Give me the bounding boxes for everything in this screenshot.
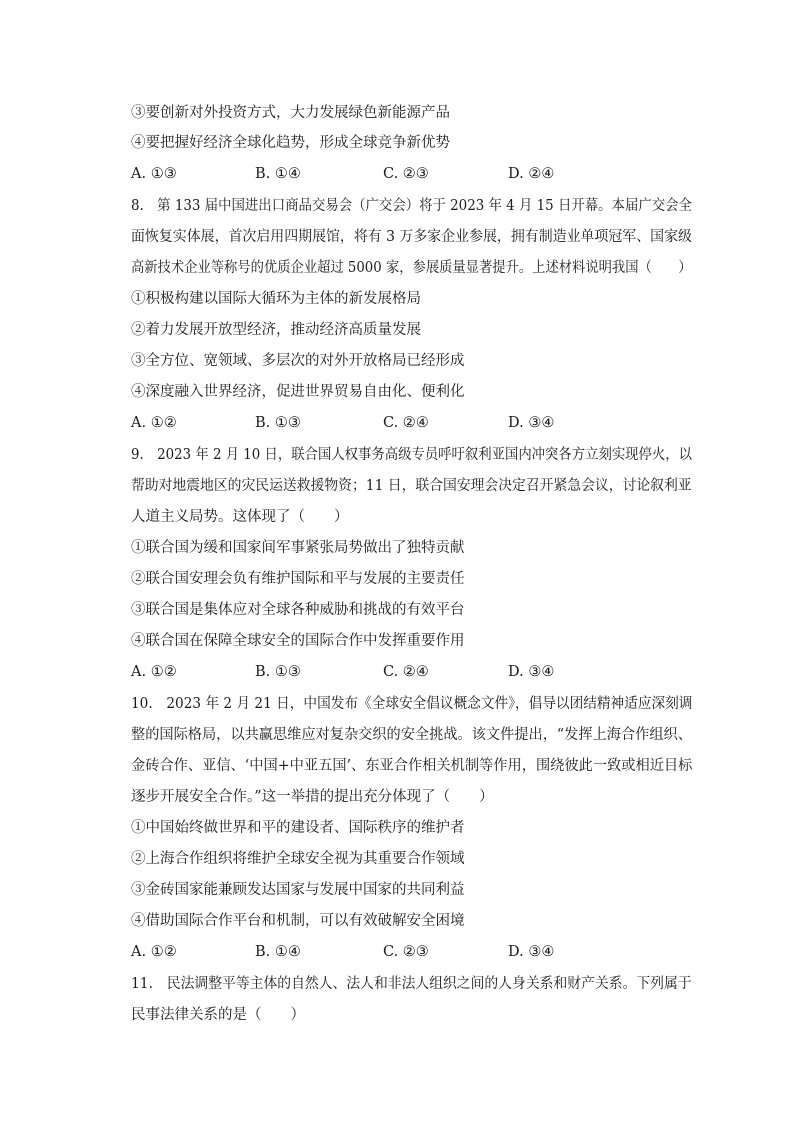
choice-item-4: ④要把握好经济全球化趋势，形成全球竞争新优势 bbox=[131, 135, 450, 151]
choice-item-2: ②着力发展开放型经济，推动经济高质量发展 bbox=[131, 322, 421, 338]
question-10-stem-line: 10. 2023 年 2 月 21 日，中国发布《全球安全倡议概念文件》，倡导以团结精神适应深刻调 bbox=[131, 696, 693, 712]
question-10-stem-line: 逐步开展安全合作。”这一举措的提出充分体现了（ ） bbox=[131, 789, 494, 805]
answer-options bbox=[131, 942, 691, 962]
choice-item-4: ④深度融入世界经济，促进世界贸易自由化、便利化 bbox=[131, 384, 465, 400]
question-9-stem-line: 9. 2023 年 2 月 10 日，联合国人权事务高级专员呼吁叙利亚国内冲突各方立刻实现停火，以 bbox=[131, 447, 692, 463]
option-a: A. ①② bbox=[131, 415, 177, 431]
answer-options bbox=[131, 413, 691, 433]
choice-item-1: ①联合国为缓和国家间军事紧张局势做出了独特贡献 bbox=[131, 540, 465, 556]
answer-options bbox=[131, 164, 691, 184]
option-a: A. ①③ bbox=[131, 166, 177, 182]
option-c: C. ②③ bbox=[383, 944, 429, 960]
choice-item-1: ①积极构建以国际大循环为主体的新发展格局 bbox=[131, 291, 421, 307]
option-b: B. ①④ bbox=[255, 944, 301, 960]
option-a: A. ①② bbox=[131, 664, 177, 680]
option-d: D. ③④ bbox=[508, 415, 555, 431]
question-10-stem-line: 金砖合作、亚信、‘中国+中亚五国’、东亚合作相关机制等作用，围绕彼此一致或相近目标 bbox=[131, 758, 693, 774]
question-9-stem-line: 人道主义局势。这体现了（ ） bbox=[131, 509, 349, 525]
option-c: C. ②④ bbox=[383, 664, 429, 680]
choice-item-4: ④联合国在保障全球安全的国际合作中发挥重要作用 bbox=[131, 633, 465, 649]
option-d: D. ③④ bbox=[508, 664, 555, 680]
question-11-stem-line: 民事法律关系的是（ ） bbox=[131, 1007, 305, 1023]
option-a: A. ①② bbox=[131, 944, 177, 960]
choice-item-1: ①中国始终做世界和平的建设者、国际秩序的维护者 bbox=[131, 820, 465, 836]
option-c: C. ②④ bbox=[383, 415, 429, 431]
option-c: C. ②③ bbox=[383, 166, 429, 182]
option-b: B. ①③ bbox=[255, 415, 301, 431]
question-8-stem-line: 面恢复实体展，首次启用四期展馆，将有 3 万多家企业参展，拥有制造业单项冠军、国家级 bbox=[131, 229, 692, 245]
question-9-stem-line: 帮助对地震地区的灾民运送救援物资；11 日，联合国安理会决定召开紧急会议，讨论叙利亚 bbox=[131, 478, 692, 494]
option-d: D. ②④ bbox=[508, 166, 555, 182]
choice-item-4: ④借助国际合作平台和机制，可以有效破解安全困境 bbox=[131, 913, 465, 929]
choice-item-2: ②联合国安理会负有维护国际和平与发展的主要责任 bbox=[131, 571, 465, 587]
option-b: B. ①③ bbox=[255, 664, 301, 680]
question-10-stem-line: 整的国际格局，以共赢思维应对复杂交织的安全挑战。该文件提出，“发挥上海合作组织、 bbox=[131, 727, 692, 743]
option-b: B. ①④ bbox=[255, 166, 301, 182]
question-8-stem-line: 8. 第 133 届中国进出口商品交易会（广交会）将于 2023 年 4 月 15 日开幕。本届广交会全 bbox=[131, 198, 692, 214]
choice-item-2: ②上海合作组织将维护全球安全视为其重要合作领域 bbox=[131, 851, 465, 867]
question-8-stem-line: 高新技术企业等称号的优质企业超过 5000 家，参展质量显著提升。上述材料说明我国（ ） bbox=[131, 260, 692, 276]
choice-item-3: ③金砖国家能兼顾发达国家与发展中国家的共同利益 bbox=[131, 882, 465, 898]
option-d: D. ③④ bbox=[508, 944, 555, 960]
choice-item-3: ③全方位、宽领域、多层次的对外开放格局已经形成 bbox=[131, 353, 465, 369]
choice-item-3: ③要创新对外投资方式，大力发展绿色新能源产品 bbox=[131, 105, 450, 121]
choice-item-3: ③联合国是集体应对全球各种威胁和挑战的有效平台 bbox=[131, 602, 465, 618]
answer-options bbox=[131, 662, 691, 682]
question-11-stem-line: 11. 民法调整平等主体的自然人、法人和非法人组织之间的人身关系和财产关系。下列属于 bbox=[131, 976, 692, 992]
